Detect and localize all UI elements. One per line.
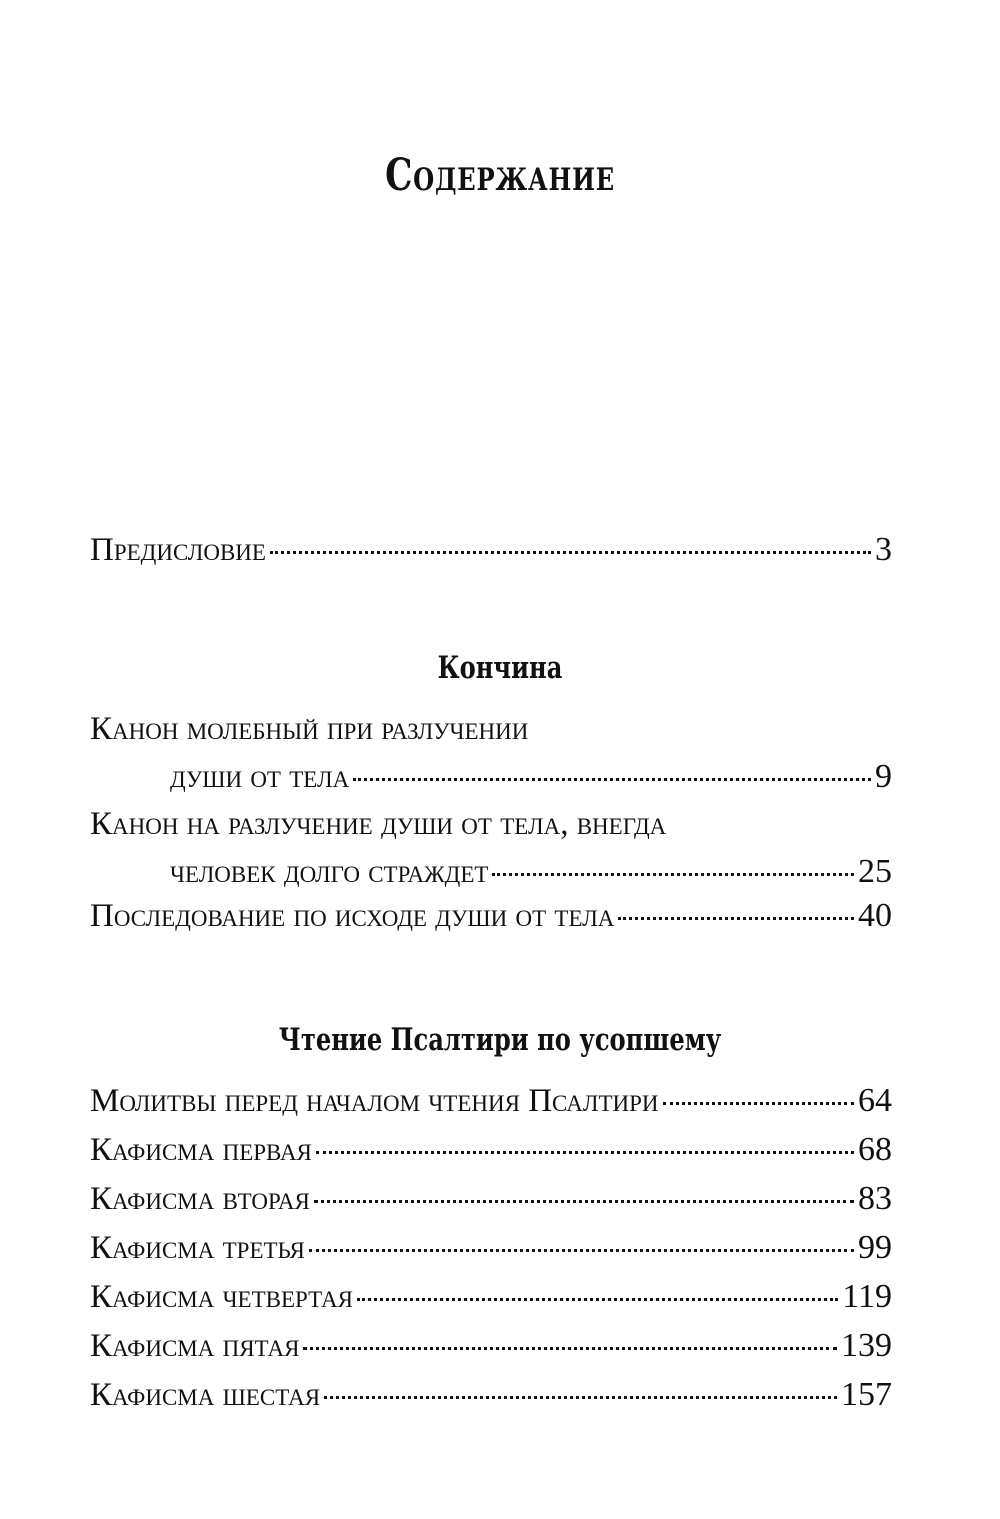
page-number: 139	[841, 1327, 892, 1364]
dot-leader	[303, 1347, 837, 1350]
dot-leader	[316, 1151, 854, 1154]
toc-entry-text: Кафисма третья	[90, 1230, 305, 1266]
dot-leader	[357, 1298, 838, 1301]
page-number: 40	[858, 897, 892, 934]
page-title: Содержание	[385, 150, 615, 201]
section-heading: Кончина	[437, 650, 563, 686]
page-number: 3	[875, 531, 892, 568]
toc-entry-text: Последование по исходе души от тела	[90, 898, 615, 934]
toc-entry-text: Кафисма шестая	[90, 1377, 321, 1413]
toc-entry	[90, 705, 892, 801]
toc-entry	[90, 1273, 892, 1321]
page-number: 157	[841, 1376, 892, 1413]
dot-leader	[353, 778, 871, 781]
toc-entry	[90, 1077, 892, 1125]
toc-entry	[90, 1126, 892, 1174]
toc-entry	[90, 1322, 892, 1370]
toc-entry-text: Молитвы перед началом чтения Псалтири	[90, 1083, 659, 1119]
dot-leader	[314, 1200, 854, 1203]
dot-leader	[492, 873, 854, 876]
toc-entry-text: Кафисма первая	[90, 1132, 312, 1168]
dot-leader	[663, 1102, 855, 1105]
dot-leader	[618, 917, 854, 920]
toc-entry-text: Канон на разлучение души от тела, внегда	[90, 806, 667, 842]
toc-entry-text: человек долго страждет	[170, 854, 489, 890]
toc-entry	[90, 892, 892, 940]
toc-entry-text: души от тела	[170, 759, 350, 795]
toc-entry-preface	[90, 526, 892, 574]
section-heading: Чтение Псалтири по усопшему	[278, 1022, 722, 1058]
page-number: 25	[858, 853, 892, 890]
toc-entry	[90, 1175, 892, 1223]
toc-entry	[90, 800, 892, 896]
toc-entry	[90, 1224, 892, 1272]
toc-entry-text: Кафисма вторая	[90, 1181, 310, 1217]
toc-entry	[90, 1371, 892, 1419]
page-number: 99	[858, 1229, 892, 1266]
page-number: 9	[875, 758, 892, 795]
toc-entry-text: Предисловие	[90, 532, 266, 568]
toc-entry-text: Кафисма пятая	[90, 1328, 300, 1364]
page-number: 64	[858, 1082, 892, 1119]
page-number: 68	[858, 1131, 892, 1168]
dot-leader	[309, 1249, 854, 1252]
dot-leader	[270, 551, 871, 554]
page-number: 119	[842, 1278, 892, 1315]
page-number: 83	[858, 1180, 892, 1217]
dot-leader	[324, 1396, 837, 1399]
toc-entry-text: Канон молебный при разлучении	[90, 711, 529, 747]
toc-entry-text: Кафисма четвертая	[90, 1279, 353, 1315]
